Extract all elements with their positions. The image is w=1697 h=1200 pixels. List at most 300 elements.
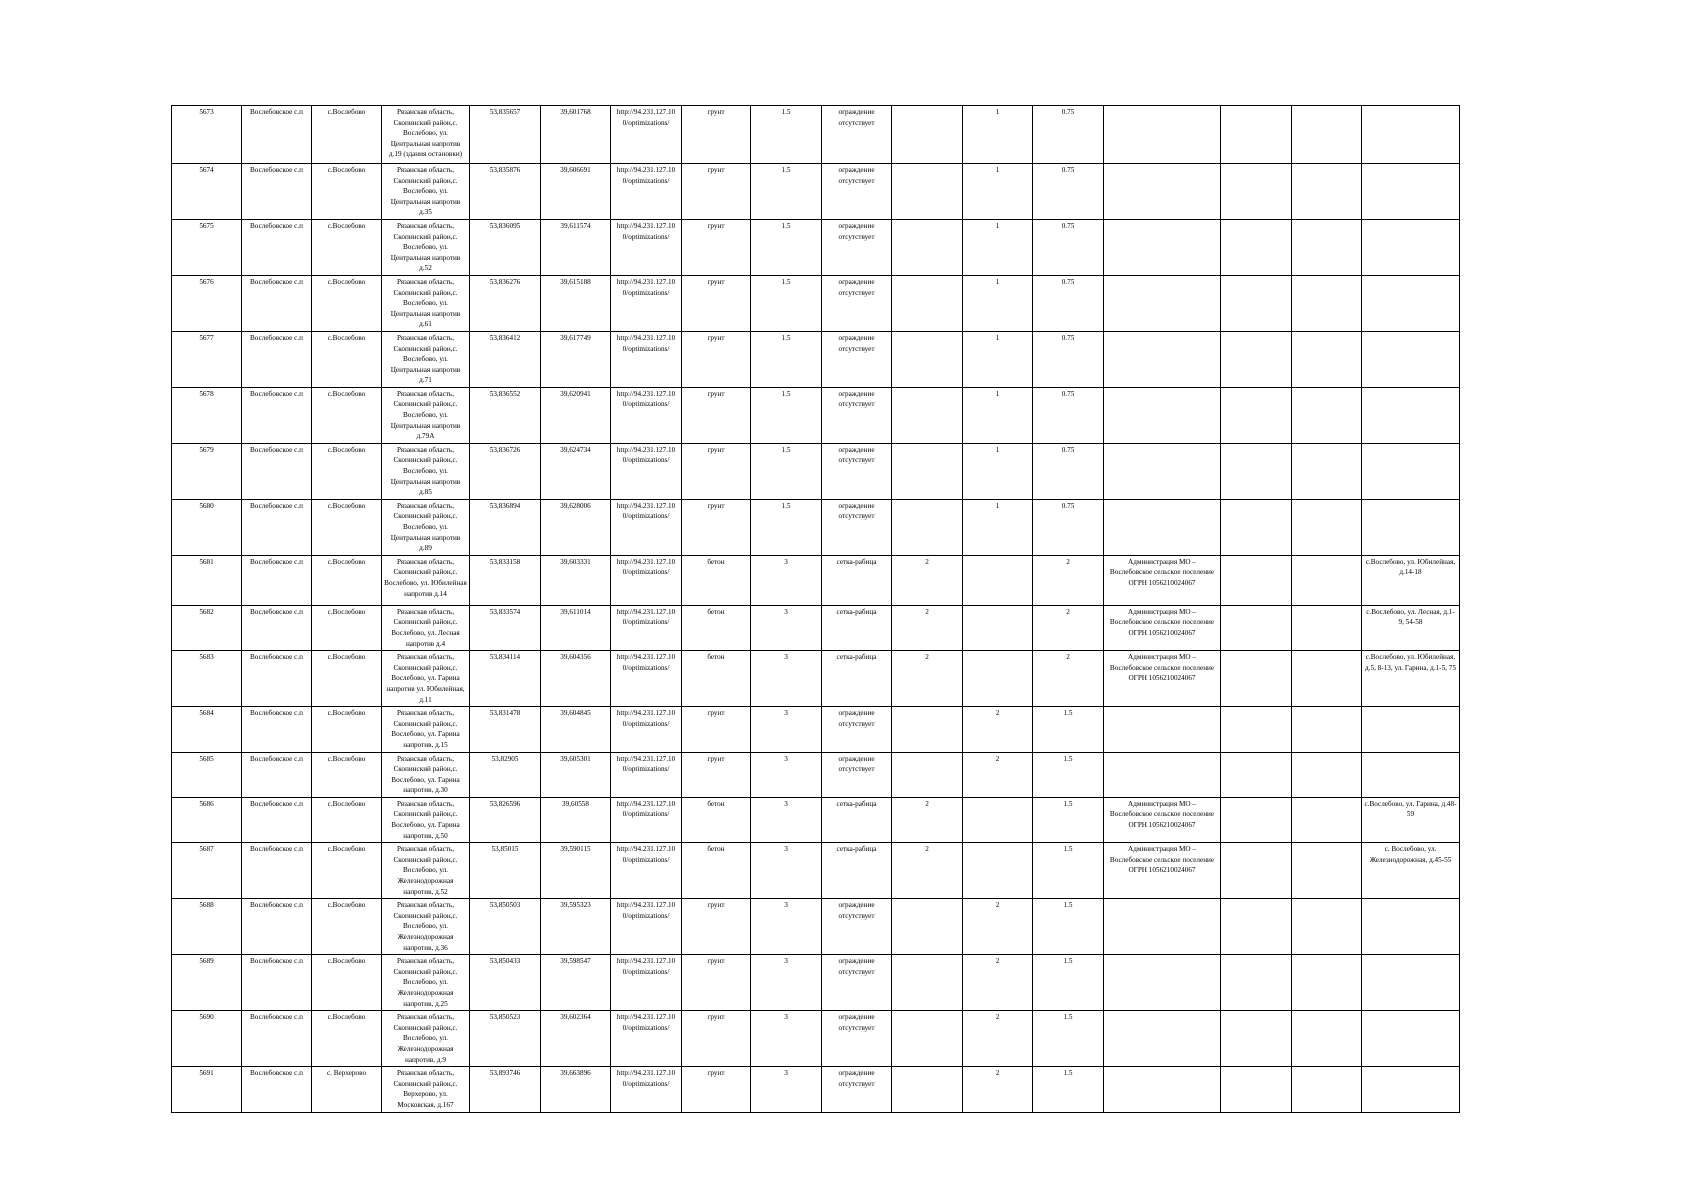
map-url-cell[interactable]: http://94.231.127.10 0/optimizations/ [611,1067,682,1112]
table-row [172,219,1460,275]
surface-cell: грунт [682,331,751,387]
empty-cell [1221,752,1292,797]
settlement-cell: Вослебовское с.п [242,707,312,752]
table-row [172,443,1460,499]
surface-cell: грунт [682,219,751,275]
owner-cell [1104,752,1221,797]
village-cell: с.Вослебово [312,387,382,443]
longitude-cell: 39,606691 [541,164,611,220]
area-cell: 1.5 [751,106,822,164]
surface-cell: бетон [682,843,751,899]
empty-cell [1221,555,1292,605]
fence-cell: ограждение отсутствует [822,387,892,443]
containers-planned-cell [892,331,963,387]
waste-sources-cell [1362,443,1460,499]
empty-cell [1292,1011,1362,1067]
volume-cell: 1.5 [1033,955,1104,1011]
settlement-cell: Вослебовское с.п [242,275,312,331]
containers-planned-cell: 2 [892,555,963,605]
latitude-cell: 53,834114 [470,651,541,707]
latitude-cell: 53,836276 [470,275,541,331]
empty-cell [1221,106,1292,164]
address-cell: Рязанская область, Скопинский район,с. Вослебово, ул. Центральная напротив д.71 [382,331,470,387]
empty-cell [1221,219,1292,275]
latitude-cell: 53,836726 [470,443,541,499]
containers-planned-cell: 2 [892,651,963,707]
area-cell: 1.5 [751,443,822,499]
longitude-cell: 39,598547 [541,955,611,1011]
waste-sources-cell [1362,164,1460,220]
map-url-cell[interactable]: http://94.231.127.10 0/optimizations/ [611,331,682,387]
fence-cell: ограждение отсутствует [822,707,892,752]
empty-cell [1221,843,1292,899]
containers-planned-cell [892,707,963,752]
address-cell: Рязанская область, Скопинский район,с. Вослебово, ул. Железнодорожная напротив, д.36 [382,899,470,955]
village-cell: с.Вослебово [312,1011,382,1067]
surface-cell: грунт [682,752,751,797]
map-url-cell[interactable]: http://94.231.127.10 0/optimizations/ [611,707,682,752]
latitude-cell: 53,836095 [470,219,541,275]
empty-cell [1221,1011,1292,1067]
empty-cell [1292,605,1362,650]
table-row [172,797,1460,842]
fence-cell: ограждение отсутствует [822,1011,892,1067]
map-url-cell[interactable]: http://94.231.127.10 0/optimizations/ [611,499,682,555]
waste-sources-cell [1362,1067,1460,1112]
row-number: 5690 [172,1011,242,1067]
village-cell: с.Вослебово [312,752,382,797]
containers-planned-cell [892,106,963,164]
empty-cell [1292,275,1362,331]
registry-table [171,105,1460,1113]
settlement-cell: Вослебовское с.п [242,899,312,955]
fence-cell: ограждение отсутствует [822,106,892,164]
longitude-cell: 39,60558 [541,797,611,842]
row-number: 5673 [172,106,242,164]
waste-sources-cell [1362,1011,1460,1067]
settlement-cell: Вослебовское с.п [242,605,312,650]
fence-cell: ограждение отсутствует [822,219,892,275]
waste-sources-cell: с.Вослебово, ул. Юбилейная, д.5, 8-13, ул. Гарина, д.1-5, 75 [1362,651,1460,707]
latitude-cell: 53,835876 [470,164,541,220]
latitude-cell: 53,836894 [470,499,541,555]
containers-cell: 1 [963,443,1033,499]
fence-cell: сетка-рабица [822,651,892,707]
map-url-cell[interactable]: http://94.231.127.10 0/optimizations/ [611,651,682,707]
owner-cell [1104,707,1221,752]
table-row [172,955,1460,1011]
waste-sources-cell [1362,499,1460,555]
settlement-cell: Вослебовское с.п [242,331,312,387]
owner-cell [1104,899,1221,955]
empty-cell [1292,219,1362,275]
row-number: 5684 [172,707,242,752]
settlement-cell: Вослебовское с.п [242,752,312,797]
address-cell: Рязанская область, Скопинский район,с. Верхерово, ул. Московская, д.167 [382,1067,470,1112]
owner-cell: Администрация МО – Вослебовское сельское поселение ОГРН 1056210024067 [1104,797,1221,842]
containers-cell [963,605,1033,650]
address-cell: Рязанская область, Скопинский район,с. Вослебово, ул. Центральная напротив д.35 [382,164,470,220]
surface-cell: грунт [682,1011,751,1067]
volume-cell: 0.75 [1033,275,1104,331]
fence-cell: ограждение отсутствует [822,443,892,499]
row-number: 5683 [172,651,242,707]
volume-cell: 2 [1033,605,1104,650]
empty-cell [1221,275,1292,331]
longitude-cell: 39,602364 [541,1011,611,1067]
empty-cell [1292,164,1362,220]
table-row [172,499,1460,555]
surface-cell: грунт [682,955,751,1011]
village-cell: с.Вослебово [312,499,382,555]
containers-cell: 2 [963,1067,1033,1112]
map-url-cell[interactable]: http://94.231.127.10 0/optimizations/ [611,797,682,842]
address-cell: Рязанская область, Скопинский район,с. Вослебово, ул. Гарина напротив ул. Юбилейная, д.11 [382,651,470,707]
area-cell: 3 [751,707,822,752]
area-cell: 1.5 [751,387,822,443]
table-row [172,1011,1460,1067]
fence-cell: ограждение отсутствует [822,1067,892,1112]
row-number: 5687 [172,843,242,899]
row-number: 5677 [172,331,242,387]
latitude-cell: 53,85015 [470,843,541,899]
volume-cell: 0.75 [1033,499,1104,555]
area-cell: 3 [751,955,822,1011]
owner-cell [1104,1011,1221,1067]
waste-sources-cell [1362,955,1460,1011]
village-cell: с.Вослебово [312,843,382,899]
empty-cell [1292,499,1362,555]
map-url-cell[interactable]: http://94.231.127.10 0/optimizations/ [611,899,682,955]
owner-cell [1104,443,1221,499]
owner-cell: Администрация МО – Вослебовское сельское поселение ОГРН 1056210024067 [1104,605,1221,650]
empty-cell [1221,797,1292,842]
map-url-cell[interactable]: http://94.231.127.10 0/optimizations/ [611,1011,682,1067]
empty-cell [1221,164,1292,220]
waste-sources-cell [1362,707,1460,752]
address-cell: Рязанская область, Скопинский район,с. Вослебово, ул. Лесная напротив д.4 [382,605,470,650]
table-row [172,1067,1460,1112]
longitude-cell: 39,603331 [541,555,611,605]
longitude-cell: 39,663896 [541,1067,611,1112]
surface-cell: грунт [682,707,751,752]
area-cell: 3 [751,1011,822,1067]
empty-cell [1292,106,1362,164]
table-row [172,555,1460,605]
waste-sources-cell: с. Вослебово, ул. Железнодорожная, д.45-55 [1362,843,1460,899]
surface-cell: грунт [682,499,751,555]
fence-cell: ограждение отсутствует [822,331,892,387]
containers-cell: 2 [963,707,1033,752]
longitude-cell: 39,604356 [541,651,611,707]
area-cell: 3 [751,555,822,605]
map-url-cell[interactable]: http://94.231.127.10 0/optimizations/ [611,219,682,275]
table-row [172,605,1460,650]
fence-cell: сетка-рабица [822,555,892,605]
empty-cell [1292,443,1362,499]
latitude-cell: 53,836412 [470,331,541,387]
address-cell: Рязанская область, Скопинский район,с. Вослебово, ул. Железнодорожная напротив, д.25 [382,955,470,1011]
village-cell: с.Вослебово [312,275,382,331]
map-url-cell[interactable]: http://94.231.127.10 0/optimizations/ [611,164,682,220]
address-cell: Рязанская область, Скопинский район,с. Вослебово, ул. Центральная напротив д.79А [382,387,470,443]
containers-cell: 1 [963,106,1033,164]
empty-cell [1221,331,1292,387]
table-row [172,106,1460,164]
empty-cell [1221,387,1292,443]
settlement-cell: Вослебовское с.п [242,164,312,220]
area-cell: 3 [751,752,822,797]
waste-sources-cell [1362,752,1460,797]
row-number: 5682 [172,605,242,650]
settlement-cell: Вослебовское с.п [242,555,312,605]
owner-cell [1104,955,1221,1011]
containers-planned-cell [892,1067,963,1112]
latitude-cell: 53,893746 [470,1067,541,1112]
surface-cell: грунт [682,443,751,499]
latitude-cell: 53,850503 [470,899,541,955]
settlement-cell: Вослебовское с.п [242,106,312,164]
owner-cell [1104,106,1221,164]
volume-cell: 1.5 [1033,707,1104,752]
area-cell: 1.5 [751,499,822,555]
village-cell: с.Вослебово [312,707,382,752]
fence-cell: сетка-рабица [822,605,892,650]
village-cell: с.Вослебово [312,555,382,605]
empty-cell [1221,499,1292,555]
longitude-cell: 39,601768 [541,106,611,164]
containers-planned-cell [892,899,963,955]
empty-cell [1292,555,1362,605]
volume-cell: 1.5 [1033,1067,1104,1112]
map-url-cell[interactable]: http://94.231.127.10 0/optimizations/ [611,275,682,331]
waste-sources-cell [1362,331,1460,387]
row-number: 5679 [172,443,242,499]
owner-cell: Администрация МО – Вослебовское сельское поселение ОГРН 1056210024067 [1104,843,1221,899]
address-cell: Рязанская область, Скопинский район,с. Вослебово, ул. Центральная напротив д.61 [382,275,470,331]
surface-cell: грунт [682,387,751,443]
table-row [172,843,1460,899]
containers-cell: 1 [963,499,1033,555]
volume-cell: 1.5 [1033,797,1104,842]
longitude-cell: 39,595323 [541,899,611,955]
fence-cell: ограждение отсутствует [822,955,892,1011]
fence-cell: сетка-рабица [822,843,892,899]
village-cell: с.Вослебово [312,164,382,220]
row-number: 5675 [172,219,242,275]
longitude-cell: 39,605301 [541,752,611,797]
containers-cell: 2 [963,899,1033,955]
surface-cell: грунт [682,164,751,220]
row-number: 5676 [172,275,242,331]
empty-cell [1292,955,1362,1011]
settlement-cell: Вослебовское с.п [242,797,312,842]
address-cell: Рязанская область, Скопинский район,с. Вослебово, ул. Центральная напротив д.89 [382,499,470,555]
waste-sources-cell [1362,899,1460,955]
containers-planned-cell [892,443,963,499]
village-cell: с.Вослебово [312,651,382,707]
table-row [172,752,1460,797]
map-url-cell[interactable]: http://94.231.127.10 0/optimizations/ [611,955,682,1011]
fence-cell: сетка-рабица [822,797,892,842]
latitude-cell: 53,826596 [470,797,541,842]
table-row [172,331,1460,387]
containers-cell: 1 [963,331,1033,387]
owner-cell [1104,275,1221,331]
containers-cell: 1 [963,275,1033,331]
table-row [172,899,1460,955]
row-number: 5674 [172,164,242,220]
area-cell: 3 [751,1067,822,1112]
longitude-cell: 39,615188 [541,275,611,331]
address-cell: Рязанская область, Скопинский район,с. Вослебово, ул. Центральная напротив д.85 [382,443,470,499]
owner-cell [1104,499,1221,555]
volume-cell: 1.5 [1033,899,1104,955]
table-row [172,707,1460,752]
containers-cell: 2 [963,1011,1033,1067]
waste-sources-cell: с.Вослебово, ул. Лесная, д.1-9, 54-58 [1362,605,1460,650]
containers-cell: 2 [963,955,1033,1011]
containers-planned-cell: 2 [892,605,963,650]
containers-planned-cell [892,275,963,331]
village-cell: с.Вослебово [312,106,382,164]
waste-sources-cell [1362,275,1460,331]
area-cell: 3 [751,899,822,955]
settlement-cell: Вослебовское с.п [242,955,312,1011]
longitude-cell: 39,611014 [541,605,611,650]
latitude-cell: 53,831478 [470,707,541,752]
settlement-cell: Вослебовское с.п [242,1067,312,1112]
containers-planned-cell [892,387,963,443]
map-url-cell[interactable]: http://94.231.127.10 0/optimizations/ [611,605,682,650]
map-url-cell[interactable]: http://94.231.127.10 0/optimizations/ [611,843,682,899]
empty-cell [1292,387,1362,443]
address-cell: Рязанская область, Скопинский район,с. Вослебово, ул. Железнодорожная напротив, д.9 [382,1011,470,1067]
settlement-cell: Вослебовское с.п [242,843,312,899]
containers-cell [963,555,1033,605]
containers-cell [963,843,1033,899]
latitude-cell: 53,82905 [470,752,541,797]
surface-cell: грунт [682,106,751,164]
surface-cell: грунт [682,1067,751,1112]
latitude-cell: 53,836552 [470,387,541,443]
containers-planned-cell: 2 [892,797,963,842]
volume-cell: 1.5 [1033,752,1104,797]
area-cell: 3 [751,605,822,650]
empty-cell [1292,752,1362,797]
containers-cell: 1 [963,164,1033,220]
longitude-cell: 39,590115 [541,843,611,899]
settlement-cell: Вослебовское с.п [242,387,312,443]
village-cell: с.Вослебово [312,899,382,955]
row-number: 5691 [172,1067,242,1112]
longitude-cell: 39,620941 [541,387,611,443]
settlement-cell: Вослебовское с.п [242,651,312,707]
empty-cell [1221,1067,1292,1112]
containers-planned-cell [892,1011,963,1067]
empty-cell [1292,843,1362,899]
map-url-cell[interactable]: http://94.231.127.10 0/optimizations/ [611,106,682,164]
longitude-cell: 39,604845 [541,707,611,752]
volume-cell: 0.75 [1033,387,1104,443]
volume-cell: 0.75 [1033,443,1104,499]
latitude-cell: 53,850433 [470,955,541,1011]
table-row [172,387,1460,443]
fence-cell: ограждение отсутствует [822,164,892,220]
area-cell: 3 [751,843,822,899]
volume-cell: 0.75 [1033,164,1104,220]
containers-planned-cell [892,219,963,275]
fence-cell: ограждение отсутствует [822,275,892,331]
volume-cell: 2 [1033,555,1104,605]
containers-cell: 2 [963,752,1033,797]
address-cell: Рязанская область, Скопинский район,с. Вослебово, ул. Центральная напротив д.19 (здания остановки) [382,106,470,164]
owner-cell [1104,219,1221,275]
area-cell: 1.5 [751,219,822,275]
map-url-cell[interactable]: http://94.231.127.10 0/optimizations/ [611,752,682,797]
fence-cell: ограждение отсутствует [822,499,892,555]
containers-cell: 1 [963,387,1033,443]
empty-cell [1221,955,1292,1011]
row-number: 5685 [172,752,242,797]
containers-planned-cell [892,955,963,1011]
volume-cell: 1.5 [1033,843,1104,899]
waste-sources-cell: с.Вослебово, ул. Юбилейная, д.14-18 [1362,555,1460,605]
settlement-cell: Вослебовское с.п [242,499,312,555]
owner-cell [1104,331,1221,387]
row-number: 5688 [172,899,242,955]
empty-cell [1292,899,1362,955]
owner-cell [1104,387,1221,443]
empty-cell [1221,651,1292,707]
volume-cell: 2 [1033,651,1104,707]
containers-planned-cell [892,499,963,555]
row-number: 5678 [172,387,242,443]
row-number: 5689 [172,955,242,1011]
longitude-cell: 39,611574 [541,219,611,275]
empty-cell [1292,331,1362,387]
empty-cell [1221,605,1292,650]
containers-cell [963,651,1033,707]
containers-cell: 1 [963,219,1033,275]
containers-cell [963,797,1033,842]
empty-cell [1292,707,1362,752]
longitude-cell: 39,624734 [541,443,611,499]
fence-cell: ограждение отсутствует [822,752,892,797]
row-number: 5686 [172,797,242,842]
map-url-cell[interactable]: http://94.231.127.10 0/optimizations/ [611,555,682,605]
address-cell: Рязанская область, Скопинский район,с. Вослебово, ул. Гарина напротив, д.30 [382,752,470,797]
volume-cell: 1.5 [1033,1011,1104,1067]
latitude-cell: 53,833158 [470,555,541,605]
surface-cell: бетон [682,651,751,707]
map-url-cell[interactable]: http://94.231.127.10 0/optimizations/ [611,443,682,499]
village-cell: с.Вослебово [312,605,382,650]
owner-cell [1104,164,1221,220]
map-url-cell[interactable]: http://94.231.127.10 0/optimizations/ [611,387,682,443]
empty-cell [1292,651,1362,707]
surface-cell: грунт [682,275,751,331]
owner-cell: Администрация МО – Вослебовское сельское поселение ОГРН 1056210024067 [1104,555,1221,605]
area-cell: 3 [751,651,822,707]
village-cell: с.Вослебово [312,797,382,842]
village-cell: с.Вослебово [312,219,382,275]
volume-cell: 0.75 [1033,331,1104,387]
row-number: 5681 [172,555,242,605]
table-row [172,164,1460,220]
empty-cell [1221,899,1292,955]
volume-cell: 0.75 [1033,219,1104,275]
